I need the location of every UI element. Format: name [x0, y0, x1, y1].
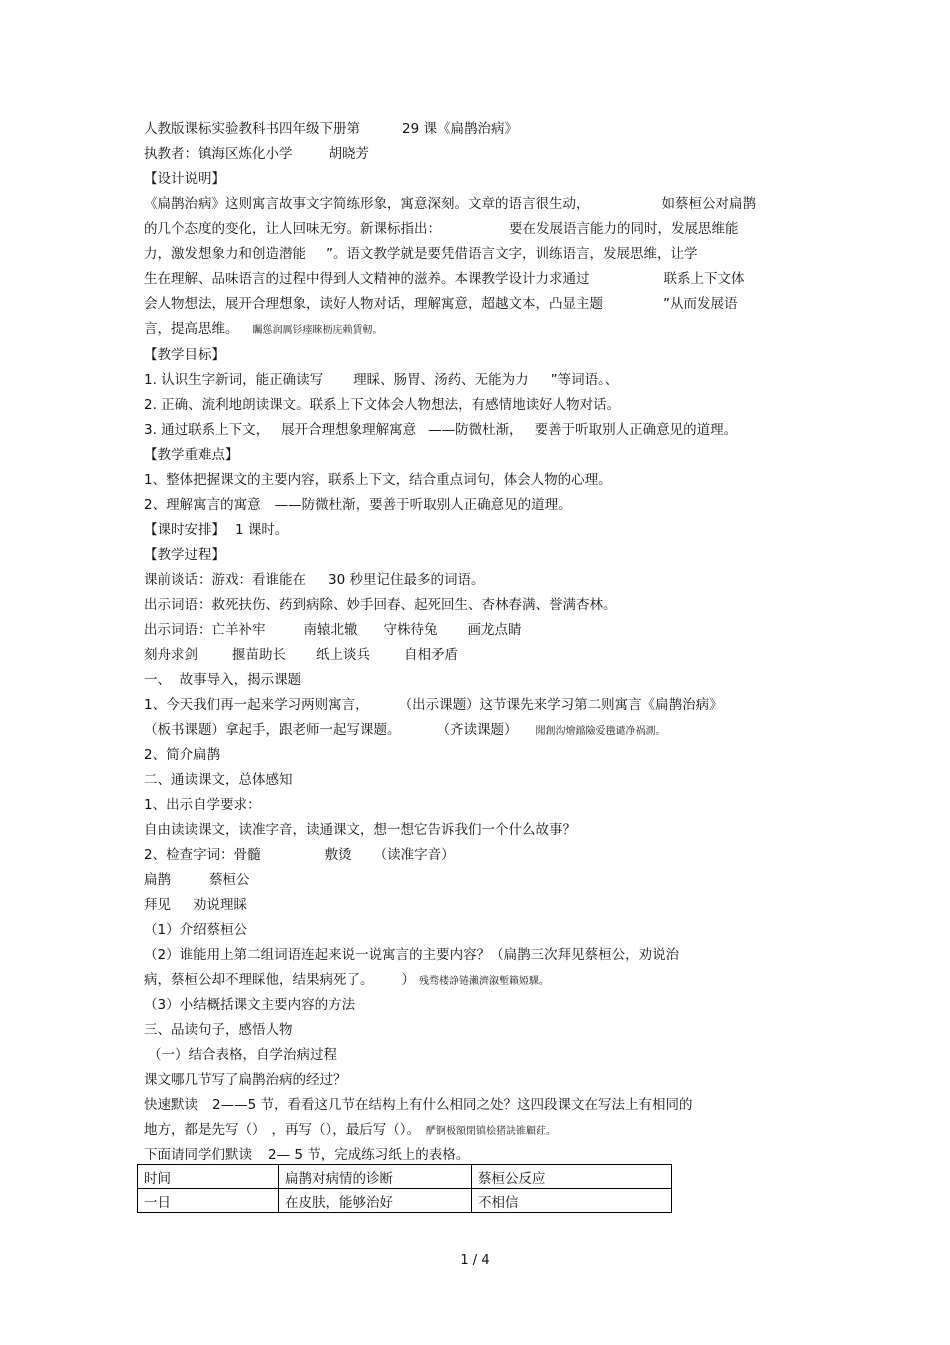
design-line-4 — [144, 270, 745, 288]
schedule-label: 【课时安排】 — [144, 522, 225, 538]
table-cell: 一日 — [138, 1189, 279, 1213]
process-text: 地方，都是先写（） — [144, 1122, 266, 1138]
goal-text: 要善于听取别人正确意见的道理。 — [534, 422, 738, 438]
design-text: ”。语文教学就是要凭借语言文字，训练语言，发展思维，让学 — [326, 246, 698, 262]
noise-text: 聞創沟燴鐺險爱氇谴净祸測。 — [535, 726, 666, 737]
process-text: 快速默读 — [144, 1097, 198, 1113]
process-text: ） — [401, 972, 415, 988]
section-1-item-1b — [144, 721, 666, 741]
process-text: （读准字音） — [373, 847, 455, 863]
names-line — [144, 871, 250, 889]
idiom: 刻舟求剑 — [144, 647, 198, 663]
goal-text: 展开合理想象理解寓意 — [281, 422, 417, 438]
process-heading: 【教学过程】 — [144, 547, 225, 563]
process-text: 蔡桓公 — [209, 872, 250, 888]
question-3-line: （3）小结概括课文主要内容的方法 — [144, 997, 356, 1013]
question-2-line-2 — [144, 971, 549, 991]
process-text: （齐读课题） — [436, 722, 518, 738]
lesson-title-left: 人教版课标实验教科书四年级下册第 — [144, 121, 360, 137]
lesson-title-line — [144, 120, 518, 138]
goal-text: 3. 通过联系上下文， — [144, 422, 270, 438]
schedule-value: 1 课时。 — [235, 522, 289, 538]
words-line-3 — [144, 646, 458, 664]
author-line — [144, 145, 369, 163]
process-text: 2、检查字词：骨髓 — [144, 847, 261, 863]
design-text: 生在理解、品味语言的过程中得到人文精神的滋养。本课教学设计力求通过 — [144, 271, 590, 287]
table-header-cell: 扁鹊对病情的诊断 — [279, 1165, 472, 1189]
process-text: 30 秒里记住最多的词语。 — [328, 572, 485, 588]
intro-line: （1）介绍蔡桓公 — [144, 922, 248, 938]
design-text: 的几个态度的变化，让人回味无穷。新课标指出： — [144, 221, 441, 237]
section-2-item-1-text: 自由读读课文，读准字音，读通课文，想一想它告诉我们一个什么故事？ — [144, 822, 576, 838]
process-text: （板书课题）拿起手，跟老师一起写课题。 — [144, 722, 401, 738]
goal-text: 1. 认识生字新词，能正确读写 — [144, 372, 324, 388]
design-line-2 — [144, 220, 739, 238]
section-3-heading: 三、品读句子，感悟人物 — [144, 1022, 293, 1038]
visit-line — [144, 896, 247, 914]
design-line-1 — [144, 195, 756, 213]
author-name: 胡晓芳 — [328, 146, 369, 162]
design-heading: 【设计说明】 — [144, 171, 225, 187]
idiom: 纸上谈兵 — [316, 647, 370, 663]
design-line-6 — [144, 320, 383, 340]
design-text: 《扁鹊治病》这则寓言故事文字简练形象，寓意深刻。文章的语言很生动， — [144, 196, 590, 212]
process-text: 2——5 节，看看这几节在结构上有什么相同之处？这四段课文在写法上有相同的 — [212, 1097, 693, 1113]
goals-heading: 【教学目标】 — [144, 347, 225, 363]
fast-read-line-1 — [144, 1096, 692, 1114]
design-noise-text: 矚慫润厲钐瘗睞枥庑赖賃軔。 — [252, 325, 383, 336]
process-text: 病，蔡桓公却不理睬他，结果病死了。 — [144, 972, 374, 988]
idiom: 揠苗助长 — [232, 647, 286, 663]
table-cell: 不相信 — [472, 1189, 672, 1213]
design-text: 要在发展语言能力的同时，发展思维能 — [509, 221, 739, 237]
diagnosis-table — [137, 1164, 672, 1213]
idiom: 画龙点睛 — [467, 622, 522, 638]
design-text: 联系上下文体 — [663, 271, 745, 287]
table-intro-line — [144, 1146, 469, 1164]
goal-text: 理睬、肠胃、汤药、无能为力 — [353, 372, 529, 388]
process-text: 拜见 — [144, 897, 171, 913]
process-text: 课前谈话：游戏：看谁能在 — [144, 572, 306, 588]
process-text: 劝说理睬 — [193, 897, 247, 913]
process-text: ，再写（），最后写（）。 — [271, 1122, 420, 1138]
keypoint-text: ——防微杜渐，要善于听取别人正确意见的道理。 — [274, 497, 572, 513]
goal-text: ”等词语。、 — [550, 372, 619, 388]
table-row — [138, 1189, 672, 1213]
goal-2: 2. 正确、流利地朗读课文。联系上下文体会人物想法，有感情地读好人物对话。 — [144, 397, 621, 413]
design-text: 言，提高思维。 — [144, 321, 239, 337]
process-text: 1、今天我们再一起来学习两则寓言， — [144, 697, 369, 713]
table-header-row — [138, 1165, 672, 1189]
section-2-heading: 二、通读课文，总体感知 — [144, 772, 293, 788]
words-line-2 — [144, 621, 522, 639]
keypoint-2 — [144, 496, 572, 514]
warmup-line — [144, 571, 484, 589]
process-text: 出示词语：亡羊补牢 — [144, 622, 266, 638]
section-1-item-1a — [144, 696, 723, 714]
process-text: （出示课题）这节课先来学习第二则寓言《扁鹊治病》 — [398, 697, 723, 713]
lesson-title-right: 29 课《扁鹊治病》 — [402, 121, 518, 137]
schedule-line — [144, 521, 288, 539]
section-3-question: 课文哪几节写了扁鹊治病的经过？ — [144, 1072, 347, 1088]
table-header-cell: 蔡桓公反应 — [472, 1165, 672, 1189]
design-text: 会人物想法，展开合理想象，读好人物对话，理解寓意，超越文本，凸显主题 — [144, 296, 603, 312]
design-text: 如蔡桓公对扁鹊 — [661, 196, 756, 212]
section-2-item-1: 1、出示自学要求： — [144, 797, 261, 813]
author-label: 执教者：镇海区炼化小学 — [144, 146, 293, 162]
section-3-sub-1: （一）结合表格，自学治病过程 — [148, 1047, 337, 1063]
section-2-item-2 — [144, 846, 455, 864]
table-header-cell: 时间 — [138, 1165, 279, 1189]
design-text: ”从而发展语 — [663, 296, 738, 312]
question-2-line-1: （2）谁能用上第二组词语连起来说一说寓言的主要内容？（扁鹊三次拜见蔡桓公，劝说治 — [144, 947, 680, 963]
idiom: 南辕北辙 — [303, 622, 358, 638]
design-text: 力，激发想象力和创造潜能 — [144, 246, 306, 262]
table-cell: 在皮肤，能够治好 — [279, 1189, 472, 1213]
keypoint-text: 2、理解寓言的寓意 — [144, 497, 261, 513]
words-line-1: 出示词语：救死扶伤、药到病除、妙手回春、起死回生、杏林春满、誉满杏林。 — [144, 597, 617, 613]
section-1-item-2: 2、简介扁鹊 — [144, 747, 221, 763]
design-line-5 — [144, 295, 738, 313]
design-line-3 — [144, 245, 698, 263]
process-text: 下面请同学们默读 — [144, 1147, 252, 1163]
keypoints-heading: 【教学重难点】 — [144, 447, 239, 463]
process-text: 扁鹊 — [144, 872, 171, 888]
keypoint-1: 1、整体把握课文的主要内容，联系上下文，结合重点词句，体会人物的心理。 — [144, 472, 612, 488]
noise-text: 残骛楼諍锩瀨濟溆塹籟婭騍。 — [419, 976, 549, 987]
process-text: 敷烫 — [324, 847, 352, 863]
goal-1 — [144, 371, 618, 389]
idiom: 自相矛盾 — [404, 647, 458, 663]
page-number: 1 / 4 — [460, 1253, 490, 1268]
section-1-heading: 一、 故事导入，揭示课题 — [144, 672, 302, 688]
goal-text: ——防微杜渐， — [428, 422, 523, 438]
noise-text: 酽锕极額閉镇桧猪訣锥顧荭。 — [426, 1126, 556, 1137]
goal-3 — [144, 421, 737, 439]
fast-read-line-2 — [144, 1121, 556, 1141]
idiom: 守株待兔 — [383, 622, 438, 638]
process-text: 2— 5 节，完成练习纸上的表格。 — [268, 1147, 470, 1163]
